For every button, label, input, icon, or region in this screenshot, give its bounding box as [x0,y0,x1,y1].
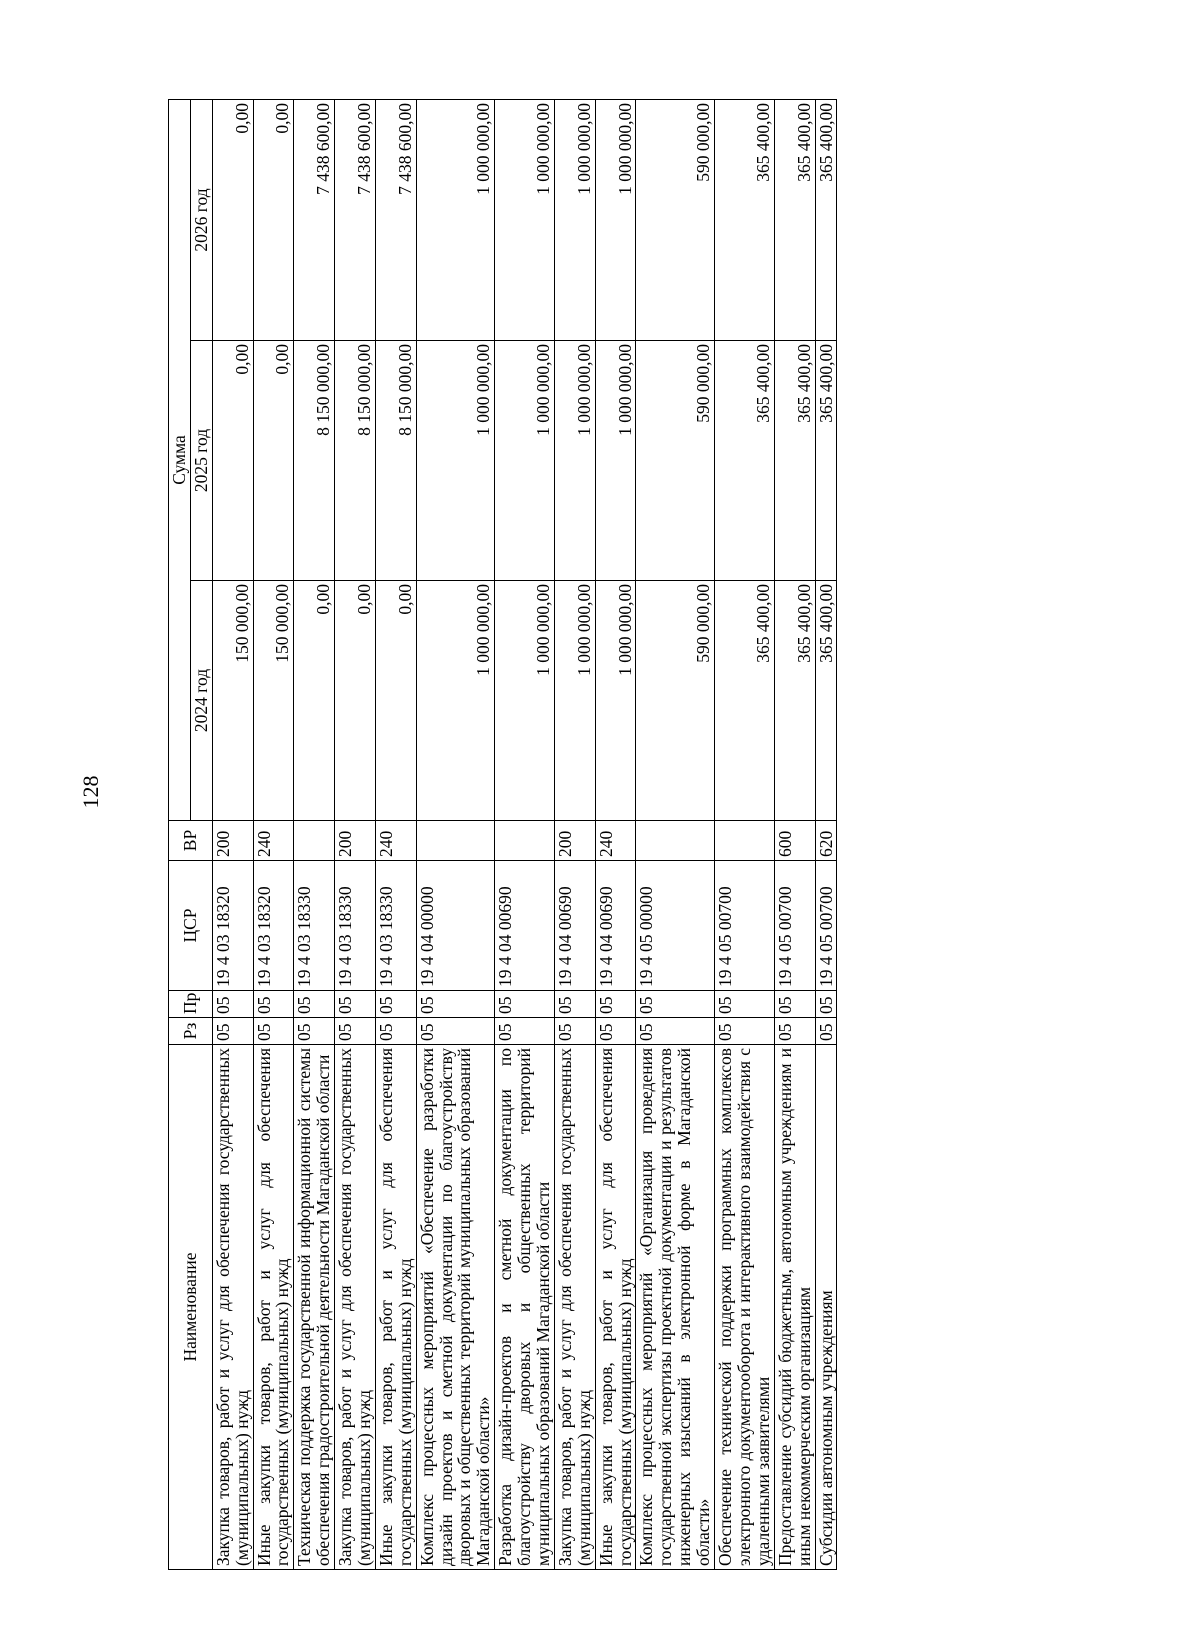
header-pr: Пр [169,991,213,1018]
row-pr: 05 [715,991,775,1018]
row-name: Субсидии автономным учреждениям [815,1045,837,1570]
row-csr: 19 4 04 00690 [554,861,595,991]
row-pr: 05 [253,991,294,1018]
table-row [595,99,636,1569]
row-sum-2025: 365 400,00 [774,341,815,581]
row-csr: 19 4 05 00700 [715,861,775,991]
row-vr [636,821,715,861]
table-row [636,99,715,1569]
row-pr: 05 [294,991,335,1018]
row-csr: 19 4 04 00000 [416,861,495,991]
row-name: Иные закупки товаров, работ и услуг для обеспечения государственных (муниципальных) нужд [375,1045,416,1570]
table-row [495,99,555,1569]
row-vr: 620 [815,821,837,861]
row-sum-2025: 8 150 000,00 [375,341,416,581]
row-rz: 05 [416,1018,495,1045]
row-sum-2024: 0,00 [335,581,376,821]
table-body [212,99,837,1569]
row-sum-2026: 590 000,00 [636,99,715,340]
row-csr: 19 4 03 18320 [253,861,294,991]
row-rz: 05 [636,1018,715,1045]
row-sum-2025: 1 000 000,00 [495,341,555,581]
row-name: Комплекс процессных мероприятий «Обеспечение разработки дизайн проектов и сметной документации по благоустройству дворовых и общественных территорий муниципальных образований Магаданской области» [416,1045,495,1570]
row-sum-2026: 7 438 600,00 [375,99,416,340]
row-sum-2025: 0,00 [253,341,294,581]
row-sum-2026: 0,00 [253,99,294,340]
row-name: Иные закупки товаров, работ и услуг для обеспечения государственных (муниципальных) нужд [595,1045,636,1570]
row-sum-2026: 365 400,00 [774,99,815,340]
row-sum-2025: 0,00 [212,341,253,581]
table-row [375,99,416,1569]
row-sum-2024: 590 000,00 [636,581,715,821]
row-csr: 19 4 03 18330 [375,861,416,991]
row-name: Закупка товаров, работ и услуг для обеспечения государственных (муниципальных) нужд [335,1045,376,1570]
row-sum-2026: 7 438 600,00 [335,99,376,340]
row-sum-2026: 1 000 000,00 [495,99,555,340]
row-sum-2024: 0,00 [375,581,416,821]
row-rz: 05 [554,1018,595,1045]
row-rz: 05 [774,1018,815,1045]
row-rz: 05 [815,1018,837,1045]
row-sum-2026: 1 000 000,00 [595,99,636,340]
row-csr: 19 4 03 18330 [294,861,335,991]
row-rz: 05 [595,1018,636,1045]
row-sum-2024: 365 400,00 [715,581,775,821]
row-sum-2024: 150 000,00 [253,581,294,821]
row-sum-2025: 590 000,00 [636,341,715,581]
row-vr: 240 [375,821,416,861]
rotated-table-container [168,100,1168,1570]
row-csr: 19 4 03 18320 [212,861,253,991]
row-vr: 200 [212,821,253,861]
table-row [294,99,335,1569]
row-rz: 05 [495,1018,555,1045]
row-sum-2026: 0,00 [212,99,253,340]
row-sum-2026: 7 438 600,00 [294,99,335,340]
table-row [774,99,815,1569]
header-csr: ЦСР [169,861,213,991]
row-pr: 05 [774,991,815,1018]
header-name: Наименование [169,1045,213,1570]
row-sum-2026: 365 400,00 [815,99,837,340]
row-sum-2026: 365 400,00 [715,99,775,340]
table-row [212,99,253,1569]
row-pr: 05 [815,991,837,1018]
row-vr: 200 [554,821,595,861]
header-rz: Рз [169,1018,213,1045]
row-name: Техническая поддержка государственной информационной системы обеспечения градостроительной деятельности Магаданской области [294,1045,335,1570]
row-name: Комплекс процессных мероприятий «Организация проведения государственной экспертизы проектной документации и результатов инженерных изысканий в электронной форме в Магаданской области» [636,1045,715,1570]
row-pr: 05 [495,991,555,1018]
row-csr: 19 4 04 00690 [595,861,636,991]
row-pr: 05 [636,991,715,1018]
table-row [416,99,495,1569]
row-rz: 05 [335,1018,376,1045]
row-pr: 05 [212,991,253,1018]
row-sum-2024: 1 000 000,00 [554,581,595,821]
row-rz: 05 [375,1018,416,1045]
row-pr: 05 [595,991,636,1018]
header-year-2024: 2024 год [190,581,212,821]
row-sum-2026: 1 000 000,00 [416,99,495,340]
table-row [815,99,837,1569]
table-row [335,99,376,1569]
row-vr: 240 [253,821,294,861]
row-vr [495,821,555,861]
row-sum-2025: 1 000 000,00 [595,341,636,581]
row-name: Разработка дизайн-проектов и сметной документации по благоустройству дворовых и общественных территорий муниципальных образований Магаданской области [495,1045,555,1570]
row-name: Предоставление субсидий бюджетным, автономным учреждениям и иным некоммерческим организациям [774,1045,815,1570]
row-name: Иные закупки товаров, работ и услуг для обеспечения государственных (муниципальных) нужд [253,1045,294,1570]
row-vr [416,821,495,861]
row-vr: 600 [774,821,815,861]
row-rz: 05 [715,1018,775,1045]
header-sum: Сумма [169,99,191,820]
table-row [554,99,595,1569]
row-name: Обеспечение технической поддержки программных комплексов электронного документооборота и интерактивного взаимодействия с удаленными заявителями [715,1045,775,1570]
page-number: 128 [78,775,103,809]
row-vr [715,821,775,861]
row-csr: 19 4 05 00700 [815,861,837,991]
row-rz: 05 [253,1018,294,1045]
row-pr: 05 [375,991,416,1018]
row-sum-2024: 365 400,00 [815,581,837,821]
row-sum-2025: 8 150 000,00 [294,341,335,581]
row-pr: 05 [554,991,595,1018]
row-pr: 05 [335,991,376,1018]
row-sum-2024: 0,00 [294,581,335,821]
header-vr: ВР [169,821,213,861]
row-sum-2024: 1 000 000,00 [495,581,555,821]
row-name: Закупка товаров, работ и услуг для обеспечения государственных (муниципальных) нужд [212,1045,253,1570]
row-sum-2025: 365 400,00 [815,341,837,581]
row-csr: 19 4 04 00690 [495,861,555,991]
row-vr [294,821,335,861]
row-vr: 200 [335,821,376,861]
row-sum-2024: 1 000 000,00 [416,581,495,821]
row-rz: 05 [212,1018,253,1045]
budget-table [168,99,837,1570]
header-year-2026: 2026 год [190,99,212,340]
row-name: Закупка товаров, работ и услуг для обеспечения государственных (муниципальных) нужд [554,1045,595,1570]
header-year-2025: 2025 год [190,341,212,581]
table-row [253,99,294,1569]
header-row-1 [169,99,191,1569]
row-sum-2025: 8 150 000,00 [335,341,376,581]
row-sum-2024: 150 000,00 [212,581,253,821]
row-csr: 19 4 05 00700 [774,861,815,991]
row-sum-2025: 1 000 000,00 [554,341,595,581]
row-csr: 19 4 05 00000 [636,861,715,991]
row-csr: 19 4 03 18330 [335,861,376,991]
row-vr: 240 [595,821,636,861]
row-sum-2026: 1 000 000,00 [554,99,595,340]
row-sum-2024: 1 000 000,00 [595,581,636,821]
row-sum-2024: 365 400,00 [774,581,815,821]
row-sum-2025: 1 000 000,00 [416,341,495,581]
table-row [715,99,775,1569]
row-rz: 05 [294,1018,335,1045]
row-sum-2025: 365 400,00 [715,341,775,581]
row-pr: 05 [416,991,495,1018]
